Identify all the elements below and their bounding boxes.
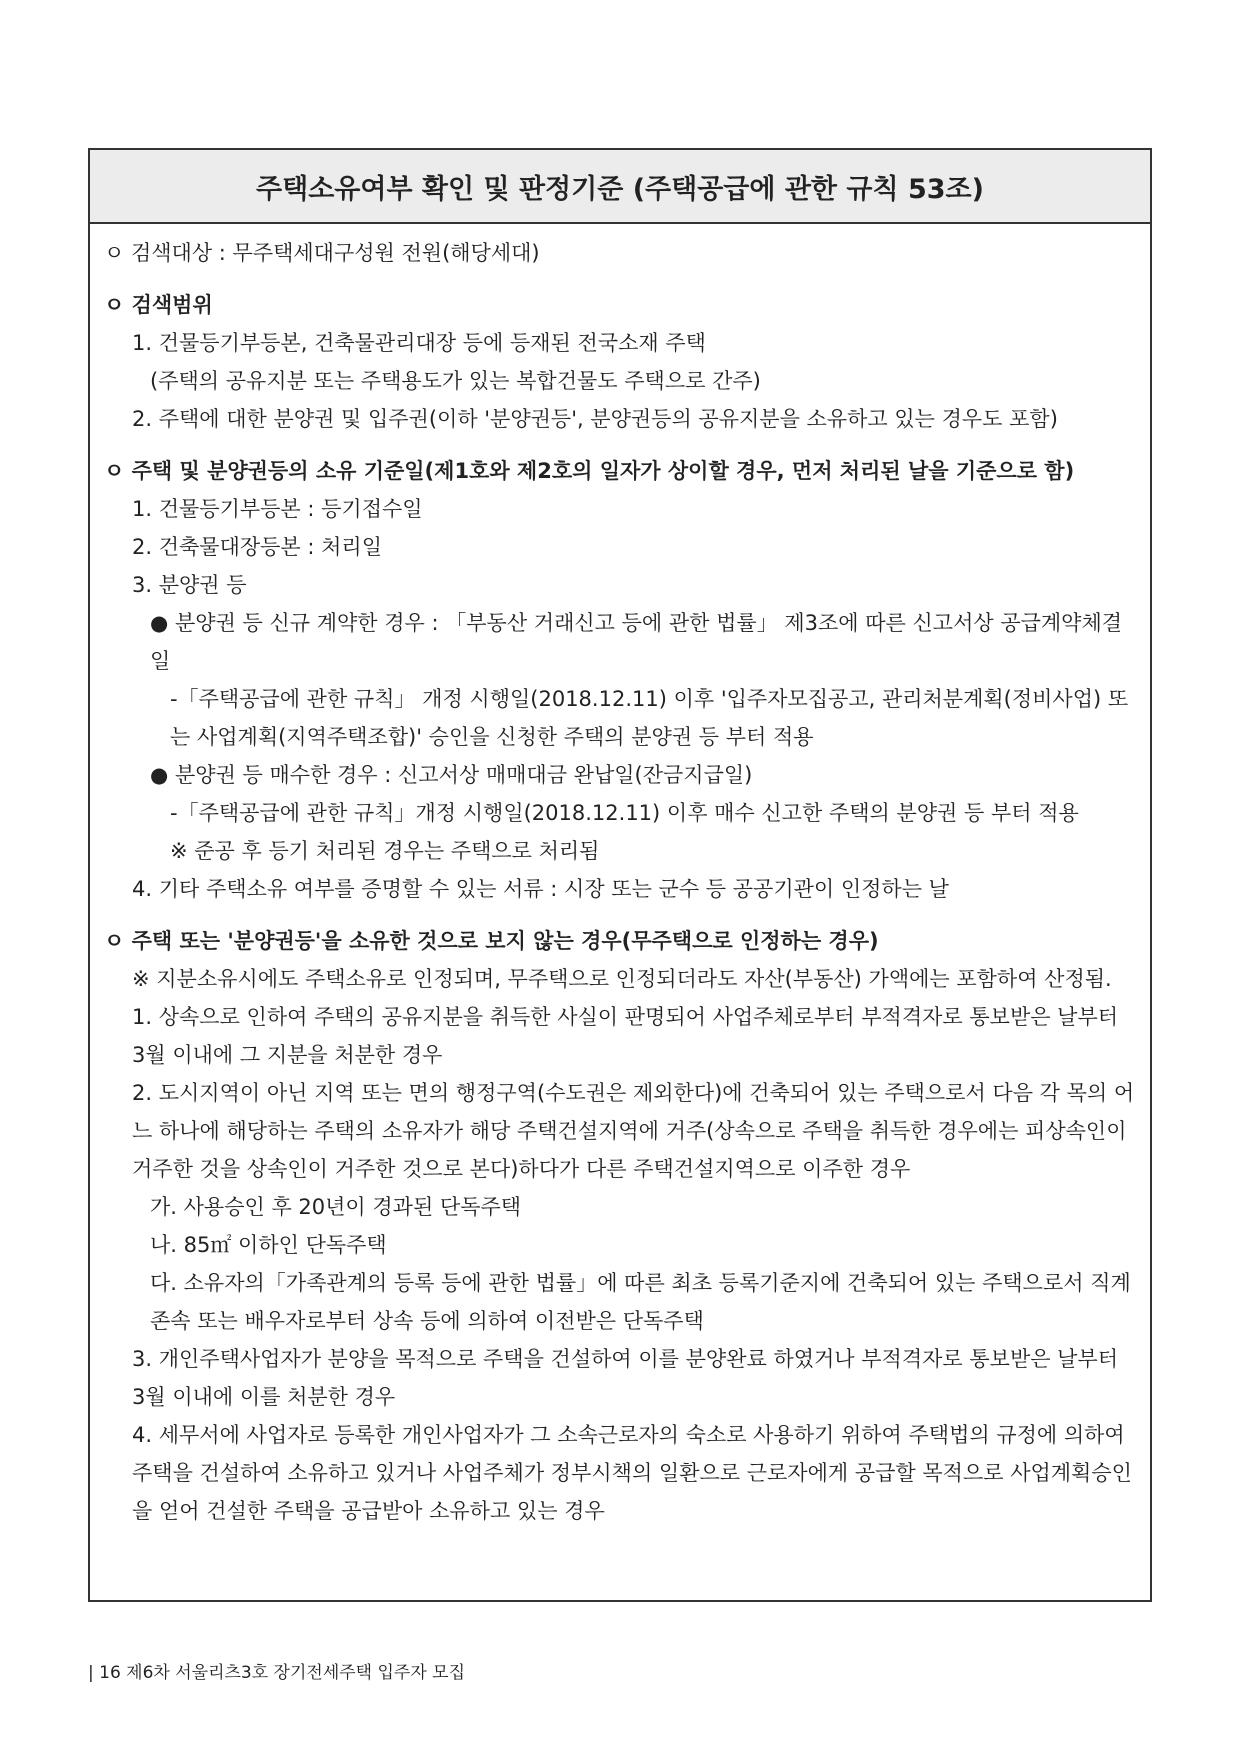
text-line: ※ 지분소유시에도 주택소유로 인정되며, 무주택으로 인정되더라도 자산(부동산) 가액에는 포함하여 산정됨. — [132, 967, 1112, 991]
text-line: 3. 분양권 등 — [132, 573, 247, 597]
text-line: -「주택공급에 관한 규칙」 개정 시행일(2018.12.11) 이후 '입주자모집공고, 관리처분계획(정비사업) 또는 사업계획(지역주택조합)' 승인을 신청한 주택의 분양권 등 부터 적용 — [170, 687, 1129, 749]
text-line: (주택의 공유지분 또는 주택용도가 있는 복합건물도 주택으로 간주) — [150, 369, 761, 393]
text-line: ㅇ 검색범위 — [104, 293, 213, 317]
text-line: 1. 건물등기부등본, 건축물관리대장 등에 등재된 전국소재 주택 — [132, 331, 706, 355]
text-line: ㅇ 주택 및 분양권등의 소유 기준일(제1호와 제2호의 일자가 상이할 경우, 먼저 처리된 날을 기준으로 함) — [104, 459, 1075, 483]
text-line: ㅇ 검색대상 : 무주택세대구성원 전원(해당세대) — [104, 241, 540, 265]
text-line: 2. 주택에 대한 분양권 및 입주권(이하 '분양권등', 분양권등의 공유지분을 소유하고 있는 경우도 포함) — [132, 407, 1058, 431]
text-line: 1. 건물등기부등본 : 등기접수일 — [132, 497, 423, 521]
text-line: 4. 기타 주택소유 여부를 증명할 수 있는 서류 : 시장 또는 군수 등 공공기관이 인정하는 날 — [132, 877, 949, 901]
text-line: 가. 사용승인 후 20년이 경과된 단독주택 — [150, 1195, 522, 1219]
text-line: 2. 도시지역이 아닌 지역 또는 면의 행정구역(수도권은 제외한다)에 건축되어 있는 주택으로서 다음 각 목의 어느 하나에 해당하는 주택의 소유자가 해당 주택건설지역에 거주(상속으로 주택을 취득한 경우에는 피상속인이 거주한 것을 상속인이 거주한 것으로 본다)하다가 다른 주택건설지역으로 이주한 경우 — [132, 1081, 1135, 1181]
box-title: 주택소유여부 확인 및 판정기준 (주택공급에 관한 규칙 53조) — [90, 150, 1150, 224]
content — [90, 224, 1150, 1540]
text-line: ● 분양권 등 매수한 경우 : 신고서상 매매대금 완납일(잔금지급일) — [150, 763, 753, 787]
text-line: 다. 소유자의「가족관계의 등록 등에 관한 법률」에 따른 최초 등록기준지에 건축되어 있는 주택으로서 직계존속 또는 배우자로부터 상속 등에 의하여 이전받은 단독주택 — [150, 1271, 1131, 1333]
text-line: 나. 85㎡ 이하인 단독주택 — [150, 1233, 387, 1257]
text-line: -「주택공급에 관한 규칙」개정 시행일(2018.12.11) 이후 매수 신고한 주택의 분양권 등 부터 적용 — [170, 801, 1079, 825]
text-line: 3. 개인주택사업자가 분양을 목적으로 주택을 건설하여 이를 분양완료 하였거나 부적격자로 통보받은 날부터 3월 이내에 이를 처분한 경우 — [132, 1347, 1125, 1409]
text-line: ● 분양권 등 신규 계약한 경우 : 「부동산 거래신고 등에 관한 법률」 제3조에 따른 신고서상 공급계약체결일 — [150, 611, 1123, 673]
text-line: ※ 준공 후 등기 처리된 경우는 주택으로 처리됨 — [170, 839, 600, 863]
text-line: 2. 건축물대장등본 : 처리일 — [132, 535, 382, 559]
text-line: 4. 세무서에 사업자로 등록한 개인사업자가 그 소속근로자의 숙소로 사용하기 위하여 주택법의 규정에 의하여 주택을 건설하여 소유하고 있거나 사업주체가 정부시책의 일환으로 근로자에게 공급할 목적으로 사업계획승인을 얻어 건설한 주택을 공급받아 소유하고 있는 경우 — [132, 1423, 1132, 1523]
text-line: ㅇ 주택 또는 '분양권등'을 소유한 것으로 보지 않는 경우(무주택으로 인정하는 경우) — [104, 929, 879, 953]
rules-box — [88, 148, 1152, 1602]
page-footer: | 16 제6차 서울리츠3호 장기전세주택 입주자 모집 — [88, 1663, 466, 1683]
text-line: 1. 상속으로 인하여 주택의 공유지분을 취득한 사실이 판명되어 사업주체로부터 부적격자로 통보받은 날부터 3월 이내에 그 지분을 처분한 경우 — [132, 1005, 1125, 1067]
